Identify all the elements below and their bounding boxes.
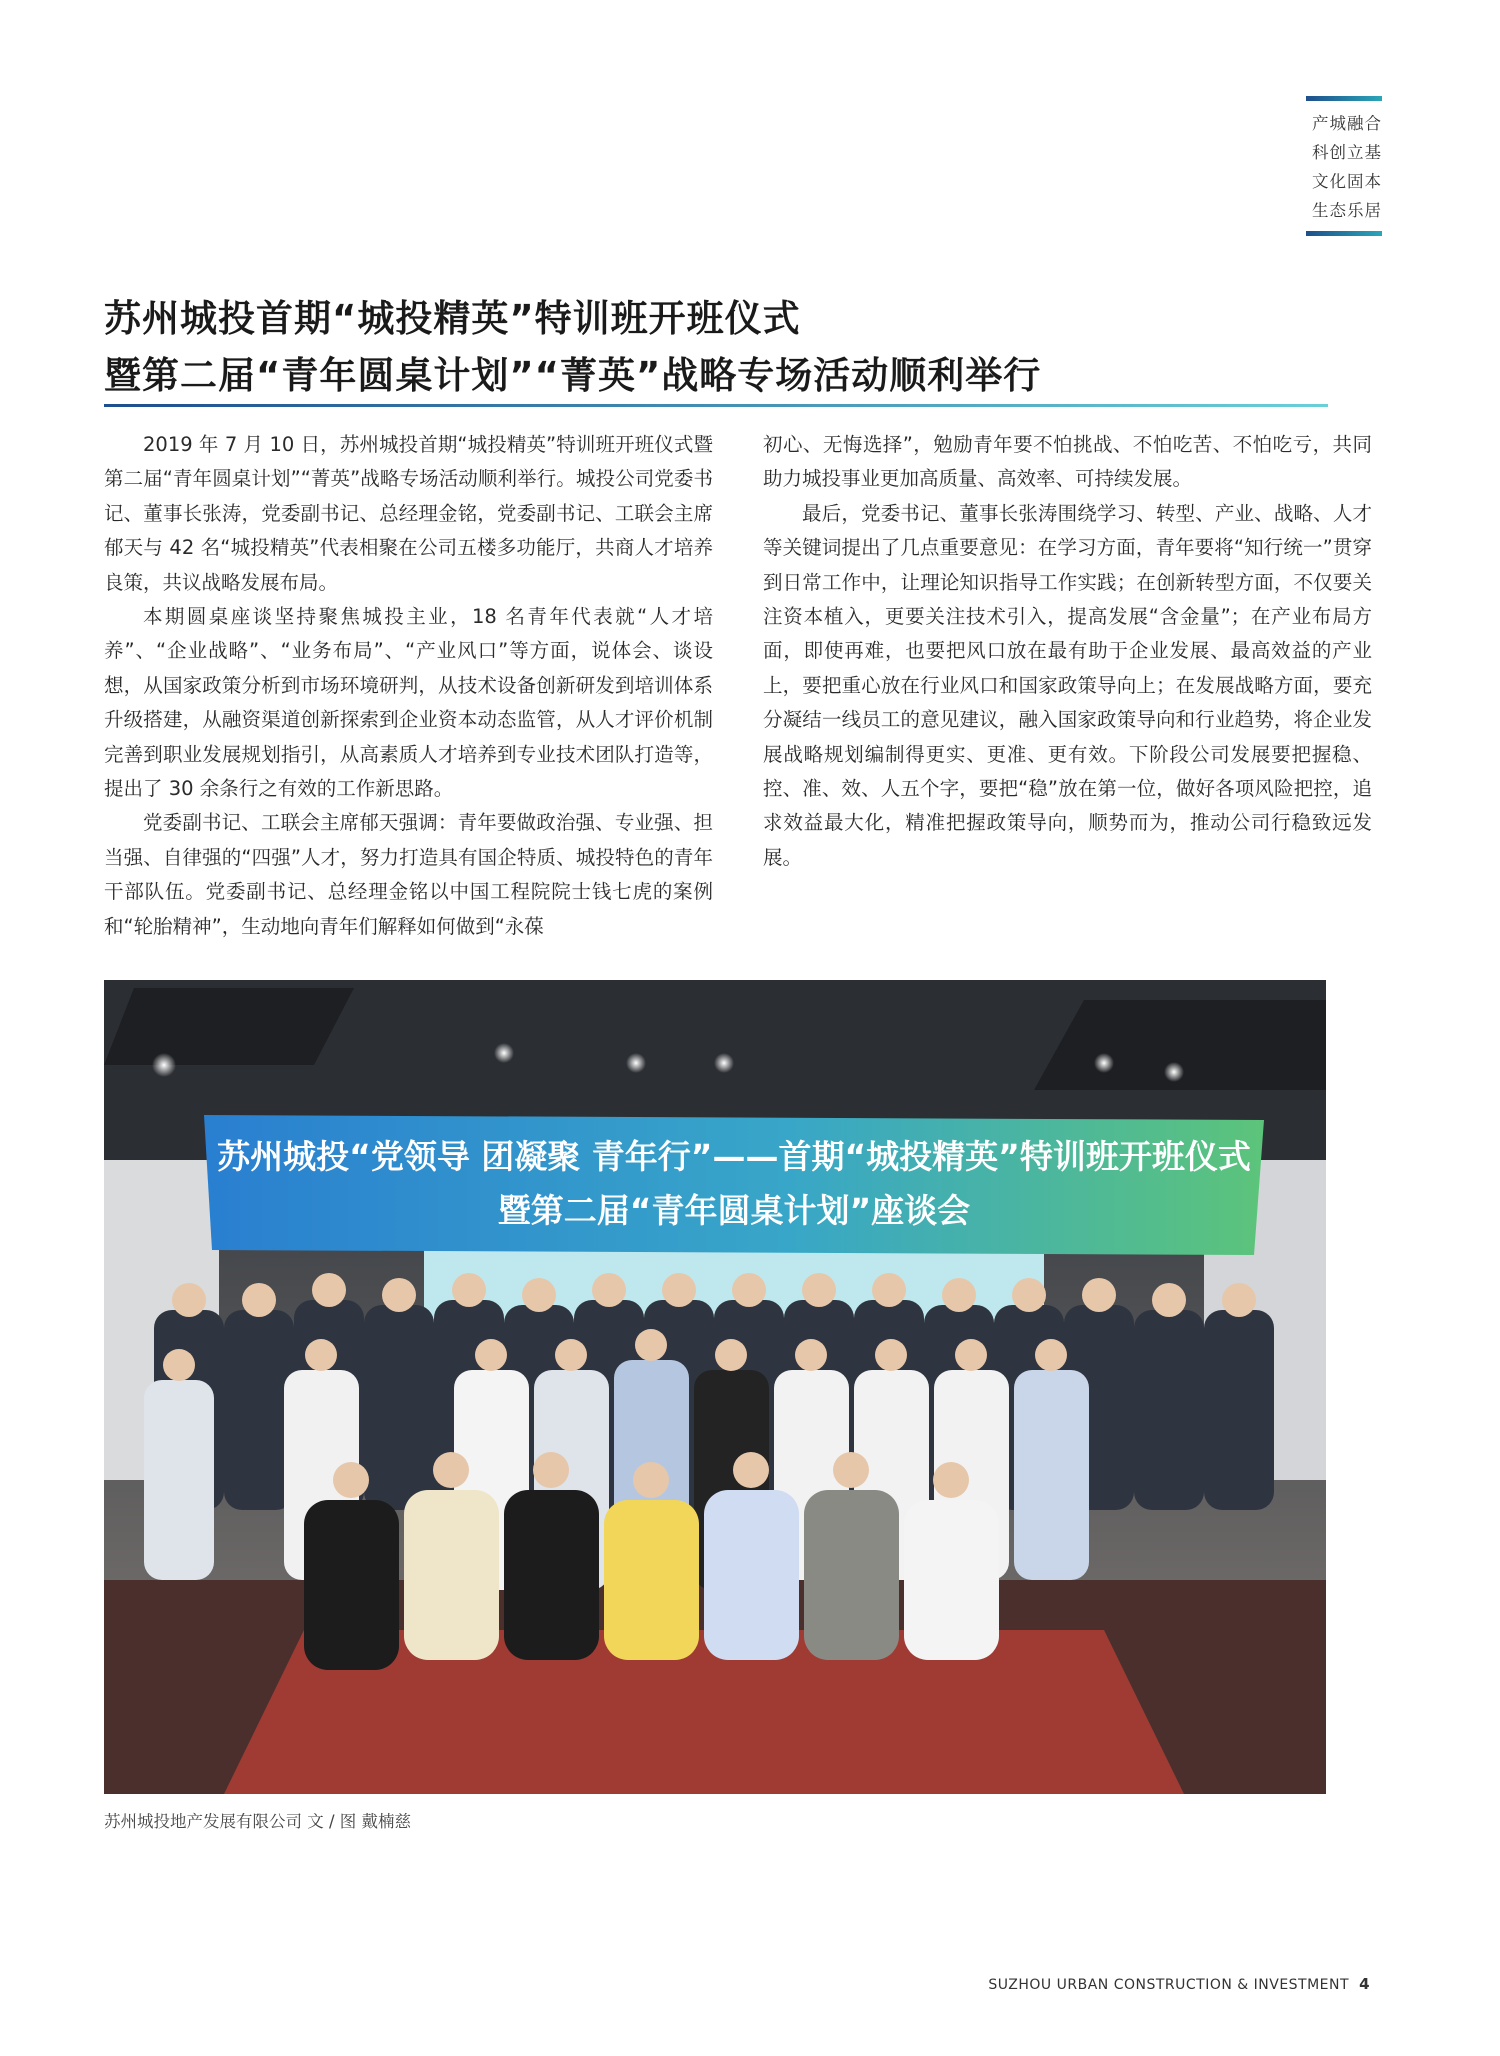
title-underline	[104, 404, 1328, 407]
paragraph: 最后，党委书记、董事长张涛围绕学习、转型、产业、战略、人才等关键词提出了几点重要意见：在学习方面，青年要将“知行统一”贯穿到日常工作中，让理论知识指导工作实践；在创新转型方面，不仅要关注资本植入，更要关注技术引入，提高发展“含金量”；在产业布局方面，即使再难，也要把风口放在最有助于企业发展、最高效益的产业上，要把重心放在行业风口和国家政策导向上；在发展战略方面，要充分凝结一线员工的意见建议，融入国家政策导向和行业趋势，将企业发展战略规划编制得更实、更准、更有效。下阶段公司发展要把握稳、控、准、效、人五个字，要把“稳”放在第一位，做好各项风险把控，追求效益最大化，精准把握政策导向，顺势而为，推动公司行稳致远发展。	[763, 501, 1372, 869]
paragraph: 初心、无悔选择”，勉励青年要不怕挑战、不怕吃苦、不怕吃亏，共同助力城投事业更加高质量、高效率、可持续发展。	[763, 433, 1372, 491]
paragraph: 党委副书记、工联会主席郁天强调：青年要做政治强、专业强、担当强、自律强的“四强”人才，努力打造具有国企特质、城投特色的青年干部队伍。党委副书记、总经理金铭以中国工程院院士钱七虎的案例和“轮胎精神”，生动地向青年们解释如何做到“永葆	[104, 811, 713, 938]
banner-line-1: 苏州城投“党领导 团凝聚 青年行”——首期“城投精英”特训班开班仪式	[217, 1137, 1251, 1176]
paragraph: 本期圆桌座谈坚持聚焦城投主业，18 名青年代表就“人才培养”、“企业战略”、“业务布局”、“产业风口”等方面，说体会、谈设想，从国家政策分析到市场环境研判，从技术设备创新研发到培训体系升级搭建，从融资渠道创新探索到企业资本动态监管，从人才评价机制完善到职业发展规划指引，从高素质人才培养到专业技术团队打造等，提出了 30 余条行之有效的工作新思路。	[104, 605, 713, 801]
page-footer	[988, 1975, 1370, 1993]
body-column-right	[763, 428, 1372, 875]
banner-line-2: 暨第二届“青年圆桌计划”座谈会	[497, 1191, 971, 1230]
tag-item: 产城融合	[1312, 114, 1382, 133]
photo-caption: 苏州城投地产发展有限公司 文 / 图 戴楠慈	[104, 1812, 412, 1831]
title-line-2: 暨第二届“青年圆桌计划”“菁英”战略专场活动顺利举行	[104, 354, 1042, 397]
section-tags	[1306, 96, 1382, 236]
tag-bottom-bar	[1306, 231, 1382, 236]
tag-item: 文化固本	[1312, 172, 1382, 191]
article-title	[104, 290, 1041, 404]
tag-item: 生态乐居	[1312, 201, 1382, 220]
paragraph: 2019 年 7 月 10 日，苏州城投首期“城投精英”特训班开班仪式暨第二届“青年圆桌计划”“菁英”战略专场活动顺利举行。城投公司党委书记、董事长张涛，党委副书记、总经理金铭，党委副书记、工联会主席郁天与 42 名“城投精英”代表相聚在公司五楼多功能厅，共商人才培养良策，共议战略发展布局。	[104, 433, 713, 594]
title-line-1: 苏州城投首期“城投精英”特训班开班仪式	[104, 297, 801, 340]
tag-item: 科创立基	[1312, 143, 1382, 162]
page-number: 4	[1359, 1975, 1370, 1993]
group-photo	[104, 980, 1326, 1794]
publication-name: SUZHOU URBAN CONSTRUCTION & INVESTMENT	[988, 1977, 1350, 1993]
body-column-left	[104, 428, 713, 944]
